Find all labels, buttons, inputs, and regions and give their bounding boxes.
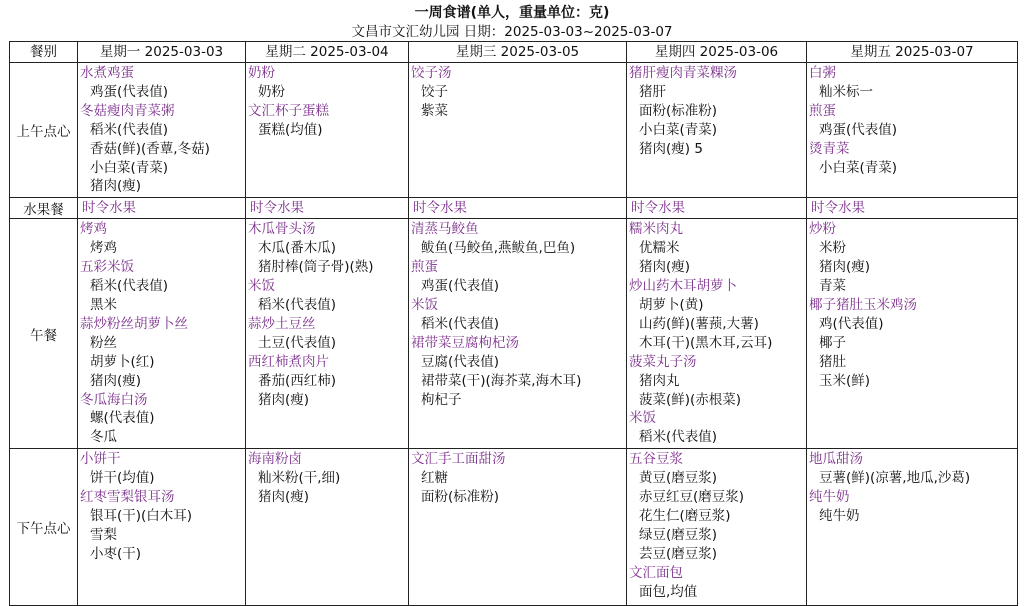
dish-name: 清蒸马鲛鱼 (411, 221, 479, 238)
ingredient-item: 芸豆(磨豆浆) (639, 545, 718, 562)
menu-cell (807, 63, 1018, 198)
ingredient-item: 雪梨 (90, 526, 117, 543)
menu-cell (78, 219, 246, 449)
ingredient-item: 黄豆(磨豆浆) (639, 470, 718, 487)
ingredient-item: 稻米(代表值) (639, 429, 718, 446)
dish-name: 米饭 (629, 410, 656, 427)
ingredient-item: 玉米(鲜) (819, 372, 871, 389)
ingredient-item: 香菇(鲜)(香蕈,冬菇) (90, 140, 210, 157)
dish-name: 时令水果 (811, 200, 865, 217)
meal-row (10, 449, 1018, 606)
dish-name: 时令水果 (631, 200, 685, 217)
ingredient-item: 米粉 (819, 240, 846, 257)
ingredient-item: 青菜 (819, 278, 846, 295)
ingredient-item: 椰子 (819, 334, 846, 351)
dish-name: 糯米肉丸 (629, 221, 683, 238)
ingredient-item: 花生仁(磨豆浆) (639, 508, 731, 525)
ingredient-item: 面粉(标准粉) (421, 489, 500, 506)
ingredient-item: 猪肉(瘦) (90, 372, 142, 389)
dish-name: 木瓜骨头汤 (248, 221, 316, 238)
ingredient-item: 猪肚 (819, 353, 846, 370)
ingredient-item: 猪肉(瘦) (639, 259, 691, 276)
ingredient-item: 奶粉 (258, 83, 285, 100)
ingredient-item: 稻米(代表值) (421, 315, 500, 332)
menu-cell (807, 449, 1018, 606)
dish-name: 五谷豆浆 (629, 451, 683, 468)
dish-name: 蒜炒土豆丝 (248, 315, 316, 332)
meal-row (10, 63, 1018, 198)
menu-cell (409, 219, 627, 449)
dish-name: 文汇面包 (629, 564, 683, 581)
dish-name: 煎蛋 (411, 259, 438, 276)
meal-name: 上午点心 (10, 63, 78, 198)
dish-name: 菠菜丸子汤 (629, 353, 697, 370)
meal-name: 水果餐 (10, 198, 78, 219)
dish-name: 烫青菜 (809, 140, 850, 157)
meal-row (10, 219, 1018, 449)
dish-name: 时令水果 (250, 200, 304, 217)
ingredient-item: 稻米(代表值) (90, 278, 169, 295)
ingredient-item: 猪肘棒(筒子骨)(熟) (258, 259, 374, 276)
menu-cell (409, 449, 627, 606)
dish-name: 饺子汤 (411, 65, 452, 81)
ingredient-item: 面粉(标准粉) (639, 102, 718, 119)
dish-name: 冬菇瘦肉青菜粥 (80, 102, 175, 119)
ingredient-item: 鸡蛋(代表值) (421, 278, 500, 295)
dish-name: 小饼干 (80, 451, 121, 468)
header-row (10, 42, 1018, 63)
ingredient-item: 裙带菜(干)(海芥菜,海木耳) (421, 372, 582, 389)
ingredient-item: 籼米标一 (819, 83, 873, 100)
ingredient-item: 饼干(均值) (90, 470, 155, 487)
dish-name: 炒山药木耳胡萝卜 (629, 278, 737, 295)
dish-name: 红枣雪梨银耳汤 (80, 489, 175, 506)
ingredient-item: 鸡蛋(代表值) (819, 121, 898, 138)
ingredient-item: 优糯米 (639, 240, 680, 257)
ingredient-item: 小白菜(青菜) (819, 159, 898, 176)
ingredient-item: 猪肝 (639, 83, 666, 100)
column-header-wednesday: 星期三 2025-03-05 (409, 42, 627, 63)
ingredient-item: 番茄(西红柿) (258, 372, 337, 389)
dish-name: 蒜炒粉丝胡萝卜丝 (80, 315, 188, 332)
dish-name: 煎蛋 (809, 102, 836, 119)
column-header-friday: 星期五 2025-03-07 (807, 42, 1018, 63)
ingredient-item: 小白菜(青菜) (90, 159, 169, 176)
menu-cell (78, 198, 246, 219)
dish-name: 五彩米饭 (80, 259, 134, 276)
ingredient-item: 豆薯(鲜)(凉薯,地瓜,沙葛) (819, 470, 971, 487)
menu-cell (78, 63, 246, 198)
menu-cell (246, 219, 409, 449)
ingredient-item: 冬瓜 (90, 429, 117, 446)
ingredient-item: 鸡蛋(代表值) (90, 83, 169, 100)
dish-name: 裙带菜豆腐枸杞汤 (411, 334, 519, 351)
dish-name: 炒粉 (809, 221, 836, 238)
ingredient-item: 鲅鱼(马鲛鱼,燕鲅鱼,巴鱼) (421, 240, 576, 257)
dish-name: 西红柿煮肉片 (248, 353, 329, 370)
menu-cell (627, 449, 807, 606)
ingredient-item: 猪肉(瘦) 5 (639, 140, 703, 157)
menu-cell (627, 198, 807, 219)
ingredient-item: 面包,均值 (639, 583, 698, 600)
ingredient-item: 粉丝 (90, 334, 117, 351)
dish-name: 米饭 (411, 296, 438, 313)
ingredient-item: 猪肉(瘦) (90, 178, 142, 195)
menu-cell (246, 198, 409, 219)
menu-cell (807, 198, 1018, 219)
dish-name: 纯牛奶 (809, 489, 850, 506)
dish-name: 海南粉卤 (248, 451, 302, 468)
ingredient-item: 银耳(干)(白木耳) (90, 508, 193, 525)
ingredient-item: 豆腐(代表值) (421, 353, 500, 370)
dish-name: 椰子猪肚玉米鸡汤 (809, 296, 917, 313)
dish-name: 文汇手工面甜汤 (411, 451, 506, 468)
column-header-tuesday: 星期二 2025-03-04 (246, 42, 409, 63)
menu-cell (409, 198, 627, 219)
dish-name: 冬瓜海白汤 (80, 391, 148, 408)
meal-name: 下午点心 (10, 449, 78, 606)
ingredient-item: 猪肉(瘦) (258, 489, 310, 506)
meal-name: 午餐 (10, 219, 78, 449)
ingredient-item: 土豆(代表值) (258, 334, 337, 351)
dish-name: 猪肝瘦肉青菜粿汤 (629, 65, 737, 81)
ingredient-item: 红糖 (421, 470, 448, 487)
ingredient-item: 胡萝卜(黄) (639, 296, 704, 313)
ingredient-item: 胡萝卜(红) (90, 353, 155, 370)
ingredient-item: 小白菜(青菜) (639, 121, 718, 138)
page-subtitle: 文昌市文汇幼儿园 日期：2025-03-03~2025-03-07 (351, 24, 673, 40)
ingredient-item: 猪肉(瘦) (819, 259, 871, 276)
dish-name: 文汇杯子蛋糕 (248, 102, 329, 119)
menu-cell (627, 219, 807, 449)
dish-name: 奶粉 (248, 65, 275, 81)
dish-name: 米饭 (248, 278, 275, 295)
ingredient-item: 紫菜 (421, 102, 448, 119)
ingredient-item: 绿豆(磨豆浆) (639, 526, 718, 543)
ingredient-item: 猪肉丸 (639, 372, 680, 389)
ingredient-item: 籼米粉(干,细) (258, 470, 341, 487)
ingredient-item: 黑米 (90, 296, 117, 313)
ingredient-item: 小枣(干) (90, 545, 142, 562)
ingredient-item: 猪肉(瘦) (258, 391, 310, 408)
dish-name: 白粥 (809, 65, 836, 81)
ingredient-item: 木耳(干)(黑木耳,云耳) (639, 334, 773, 351)
ingredient-item: 蛋糕(均值) (258, 121, 323, 138)
ingredient-item: 枸杞子 (421, 391, 462, 408)
dish-name: 水煮鸡蛋 (80, 65, 134, 81)
menu-cell (409, 63, 627, 198)
menu-cell (807, 219, 1018, 449)
dish-name: 烤鸡 (80, 221, 107, 238)
ingredient-item: 纯牛奶 (819, 508, 860, 525)
column-header-thursday: 星期四 2025-03-06 (627, 42, 807, 63)
ingredient-item: 木瓜(番木瓜) (258, 240, 337, 257)
menu-cell (246, 63, 409, 198)
ingredient-item: 稻米(代表值) (90, 121, 169, 138)
meal-row (10, 198, 1018, 219)
dish-name: 时令水果 (82, 200, 136, 217)
ingredient-item: 鸡(代表值) (819, 315, 884, 332)
menu-table (9, 41, 1018, 606)
ingredient-item: 山药(鲜)(薯蓣,大薯) (639, 315, 759, 332)
menu-cell (246, 449, 409, 606)
column-header-meal: 餐别 (10, 42, 78, 63)
column-header-monday: 星期一 2025-03-03 (78, 42, 246, 63)
dish-name: 地瓜甜汤 (809, 451, 863, 468)
menu-cell (627, 63, 807, 198)
ingredient-item: 菠菜(鲜)(赤根菜) (639, 391, 742, 408)
ingredient-item: 赤豆红豆(磨豆浆) (639, 489, 745, 506)
dish-name: 时令水果 (413, 200, 467, 217)
menu-cell (78, 449, 246, 606)
ingredient-item: 螺(代表值) (90, 410, 155, 427)
page-title: 一周食谱(单人，重量单位：克) (414, 5, 610, 21)
ingredient-item: 饺子 (421, 83, 448, 100)
ingredient-item: 稻米(代表值) (258, 296, 337, 313)
ingredient-item: 烤鸡 (90, 240, 117, 257)
